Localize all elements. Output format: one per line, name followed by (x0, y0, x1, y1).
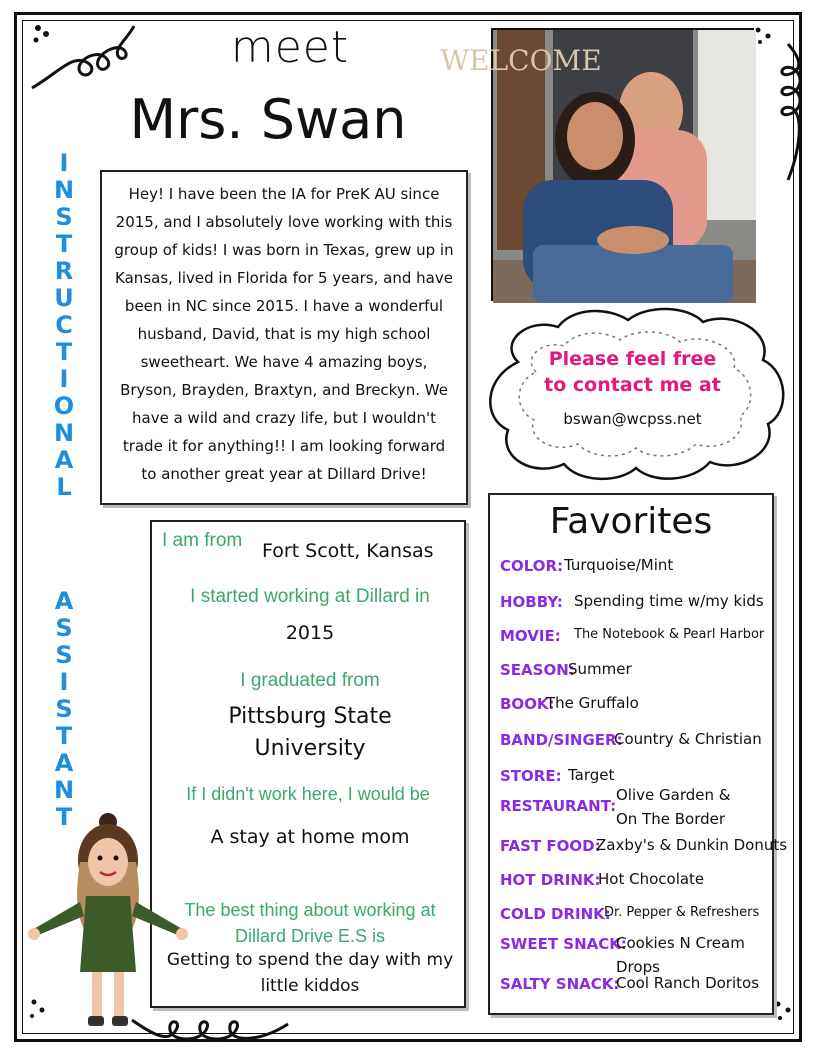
dots-doodle-bottom-right (770, 996, 800, 1026)
teacher-name: Mrs. Swan (129, 88, 407, 151)
favorite-value-line2: On The Border (616, 810, 726, 828)
favorite-label: HOBBY: (500, 593, 563, 611)
favorite-value: Olive Garden & (616, 786, 731, 804)
favorite-label: COLD DRINK: (500, 905, 611, 923)
vertical-title-letter: S (55, 641, 73, 669)
favorite-label: SALTY SNACK: (500, 975, 620, 993)
vertical-title-letter: T (55, 230, 73, 258)
favorite-value: Country & Christian (614, 730, 762, 748)
about-box (150, 520, 466, 1008)
vertical-title-letter: S (55, 614, 73, 642)
alt-job-label: If I didn't work here, I would be (186, 784, 430, 804)
alt-job-value: A stay at home mom (210, 826, 410, 848)
swirl-doodle-top-left (28, 18, 138, 98)
favorite-value: Zaxby's & Dunkin Donuts (596, 836, 788, 854)
best-label-line1: The best thing about working at (184, 900, 436, 920)
favorite-label: STORE: (500, 767, 562, 785)
vertical-title-letter: I (59, 149, 69, 177)
favorites-title: Favorites (549, 501, 713, 542)
vertical-title-letter: I (59, 668, 69, 696)
vertical-title-letter: A (54, 587, 74, 615)
started-value: 2015 (285, 622, 335, 644)
dots-doodle-top-right (752, 24, 782, 50)
vertical-title-letter: U (54, 284, 74, 312)
favorites-box (488, 493, 788, 1015)
favorite-value: Summer (568, 660, 632, 678)
meet-heading: meet (230, 22, 350, 73)
vertical-title-letter: L (56, 473, 72, 501)
favorite-value: The Notebook & Pearl Harbor (574, 627, 765, 642)
best-value-line1: Getting to spend the day with my (166, 950, 454, 970)
vertical-title-letter: A (54, 749, 74, 777)
best-label-line2: Dillard Drive E.S is (234, 926, 386, 946)
vertical-title-letter: C (55, 311, 73, 339)
bio-box (100, 170, 468, 505)
vertical-title-letter: T (55, 722, 73, 750)
swirl-doodle-right (768, 40, 808, 190)
favorite-label: COLOR: (500, 557, 564, 575)
favorite-label: MOVIE: (500, 627, 561, 645)
welcome-sign-text: WELCOME (440, 44, 602, 77)
bio-text: Hey! I have been the IA for PreK AU since 2015, and I absolutely love working with this group of kids! I was born in Texas, grew up in Kansas, lived in Florida for 5 years, and have been in NC since 2015. I have a wonderful husband, David, that is my high school sweetheart. We have 4 amazing boys, Bryson, Brayden, Braxtyn, and Breckyn. We have a wild and crazy life, but I wouldn't trade it for anything!! I am looking forward to another great year at Dillard Drive! (114, 185, 454, 483)
teacher-photo (440, 28, 754, 301)
favorite-label: SWEET SNACK: (500, 935, 627, 953)
favorite-value: Target (568, 766, 615, 784)
vertical-title-letter: R (54, 257, 74, 285)
vertical-title-instructional (48, 150, 80, 501)
vertical-title-letter: N (53, 176, 75, 204)
vertical-title-letter: T (55, 338, 73, 366)
favorite-value: Cookies N Cream (616, 934, 745, 952)
vertical-title-letter: S (55, 203, 73, 231)
favorite-label: FAST FOOD: (500, 837, 601, 855)
favorite-label: BAND/SINGER: (500, 731, 623, 749)
from-label: I am from (162, 530, 243, 551)
started-label: I started working at Dillard in (190, 586, 430, 607)
vertical-title-assistant (48, 588, 80, 831)
graduated-value-line2: University (254, 736, 366, 761)
favorite-value: The Gruffalo (546, 694, 639, 712)
favorite-label: RESTAURANT: (500, 797, 617, 815)
favorite-value: Hot Chocolate (598, 870, 705, 888)
contact-heading-line2: to contact me at (544, 374, 721, 396)
vertical-title-letter: T (55, 803, 73, 831)
favorite-label: BOOK: (500, 695, 555, 713)
vertical-title-letter: O (53, 392, 75, 420)
favorite-value-line2: Drops (616, 958, 660, 976)
favorite-label: SEASON: (500, 661, 575, 679)
favorite-value: Cool Ranch Doritos (616, 974, 760, 992)
bitmoji-avatar (28, 812, 188, 1032)
from-value: Fort Scott, Kansas (262, 540, 434, 562)
vertical-title-letter: I (59, 365, 69, 393)
vertical-title-letter: A (54, 446, 74, 474)
vertical-title-letter: N (53, 776, 75, 804)
favorite-value: Dr. Pepper & Refreshers (604, 905, 760, 920)
best-value-line2: little kiddos (260, 976, 360, 996)
vertical-title-letter: S (55, 695, 73, 723)
graduated-label: I graduated from (240, 670, 380, 691)
favorite-value: Spending time w/my kids (574, 592, 764, 610)
favorite-value: Turquoise/Mint (564, 556, 674, 574)
vertical-title-letter: N (53, 419, 75, 447)
favorite-label: HOT DRINK: (500, 871, 601, 889)
contact-email-link[interactable]: bswan@wcpss.net (563, 410, 702, 428)
graduated-value-line1: Pittsburg State (228, 704, 392, 729)
contact-heading (520, 346, 745, 398)
contact-heading-line1: Please feel free (548, 348, 717, 370)
